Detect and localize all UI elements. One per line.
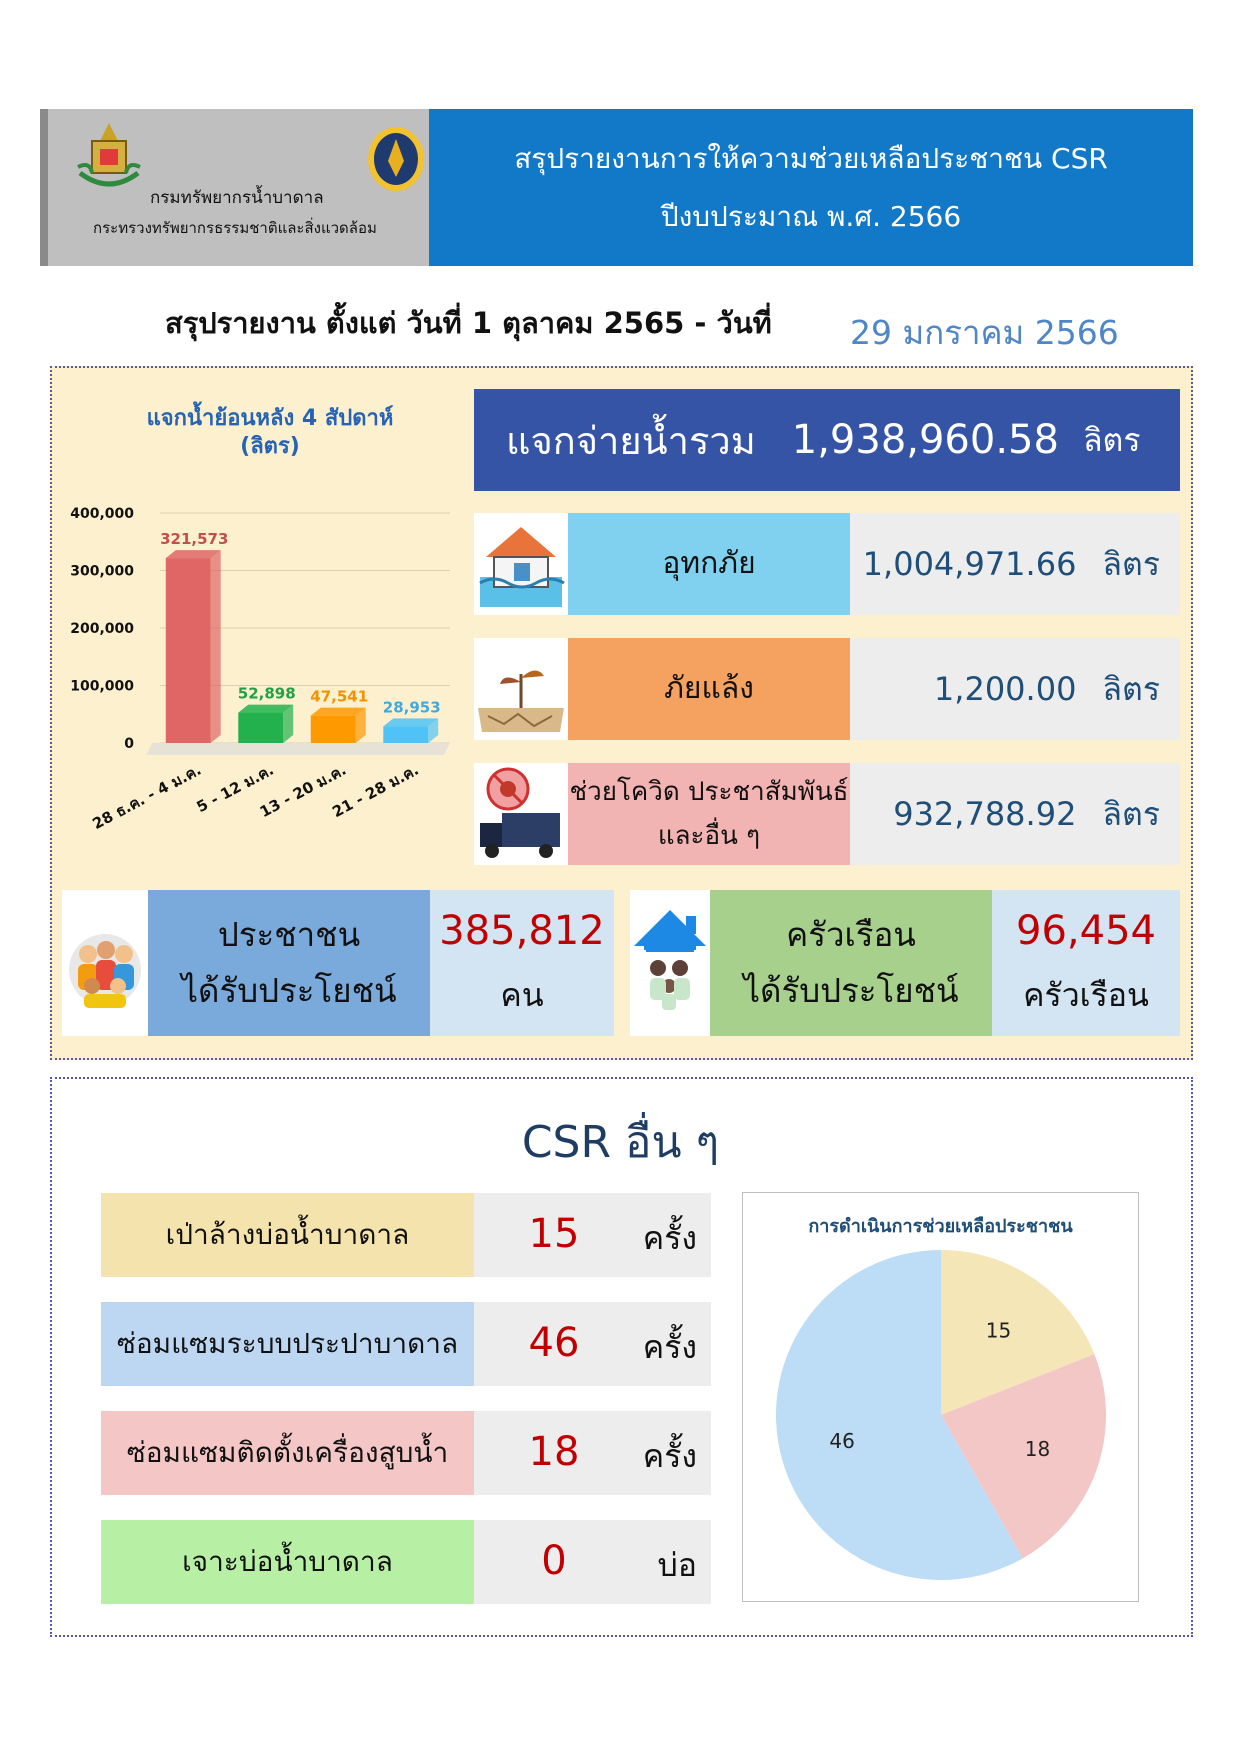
people-label-line1: ประชาชน [217, 915, 361, 954]
csr-row [101, 1193, 711, 1277]
beneficiary-people [62, 890, 614, 1036]
households-unit: ครัวเรือน [1023, 976, 1149, 1014]
covid-truck-icon [474, 763, 568, 865]
category-label: ภัยแล้ง [568, 638, 850, 740]
csr-row-unit: ครั้ง [642, 1328, 697, 1366]
x-tick-label: 5 - 12 ม.ค. [193, 760, 277, 817]
bar [166, 558, 211, 743]
csr-row [101, 1520, 711, 1604]
x-tick-label: 28 ธ.ค. - 4 ม.ค. [89, 760, 205, 834]
csr-row-unit: บ่อ [657, 1546, 697, 1584]
households-value-box [992, 890, 1180, 1036]
csr-row [101, 1411, 711, 1495]
csr-row-value-box [474, 1520, 711, 1604]
period-label: สรุปรายงาน ตั้งแต่ วันที่ 1 ตุลาคม 2565 - วันที่ [165, 306, 772, 340]
category-row-flood [474, 513, 1180, 615]
pie-slice-label: 18 [1024, 1436, 1051, 1461]
households-label-line1: ครัวเรือน [786, 915, 916, 954]
bar-value-label: 47,541 [310, 687, 369, 706]
assistance-pie-chart [743, 1233, 1140, 1603]
y-tick-label: 200,000 [70, 621, 134, 637]
category-row-drought [474, 638, 1180, 740]
category-unit: ลิตร [1102, 669, 1160, 708]
people-label-line2: ได้รับประโยชน์ [181, 971, 397, 1010]
people-value-box [430, 890, 614, 1036]
total-value: 1,938,960.58 [791, 417, 1059, 463]
y-tick-label: 400,000 [70, 506, 134, 522]
category-label-line2: และอื่น ๆ [657, 821, 761, 851]
category-unit: ลิตร [1102, 794, 1160, 833]
chart-floor [146, 743, 450, 755]
category-value: 1,004,971.66 [862, 545, 1077, 583]
ministry-name: กระทรวงทรัพยากรธรรมชาติและสิ่งแวดล้อม [93, 219, 377, 237]
csr-row-label: เจาะบ่อน้ำบาดาล [101, 1520, 474, 1604]
total-label: แจกจ่ายน้ำรวม [506, 418, 756, 463]
households-label [710, 890, 992, 1036]
y-tick-label: 0 [124, 736, 134, 752]
category-label-line1: ช่วยโควิด ประชาสัมพันธ์ [569, 777, 849, 807]
csr-row-unit: ครั้ง [642, 1437, 697, 1475]
households-label-line2: ได้รับประโยชน์ [743, 971, 959, 1010]
category-value: 1,200.00 [933, 670, 1077, 708]
bar [238, 713, 283, 743]
households-count: 96,454 [1016, 908, 1156, 954]
total-water-banner [474, 389, 1180, 491]
csr-row-value: 46 [528, 1320, 580, 1366]
category-unit: ลิตร [1102, 544, 1160, 583]
csr-other-title: CSR อื่น ๆ [521, 1117, 720, 1168]
pie-slice-label: 46 [829, 1429, 855, 1454]
category-label [568, 763, 850, 865]
y-tick-label: 300,000 [70, 563, 134, 580]
bar [383, 726, 428, 743]
category-label: อุทกภัย [568, 513, 850, 615]
department-logo-icon [74, 121, 144, 193]
weekly-water-bar-chart [70, 495, 468, 855]
category-value: 932,788.92 [893, 795, 1077, 833]
y-tick-label: 100,000 [70, 678, 134, 695]
csr-row-value: 0 [541, 1538, 567, 1584]
csr-row-label: ซ่อมแซมระบบประปาบาดาล [101, 1302, 474, 1386]
ministry-logo-icon [364, 121, 428, 193]
chart-title-line1: แจกน้ำย้อนหลัง 4 สัปดาห์ [146, 406, 394, 431]
category-value-box [850, 638, 1180, 740]
csr-row-value-box [474, 1302, 711, 1386]
pie-slice-label: 15 [985, 1318, 1012, 1343]
household-home-icon [630, 890, 710, 1036]
csr-row-label: ซ่อมแซมติดตั้งเครื่องสูบน้ำ [101, 1411, 474, 1495]
csr-row-value-box [474, 1193, 711, 1277]
csr-row-label: เป่าล้างบ่อน้ำบาดาล [101, 1193, 474, 1277]
fiscal-year: ปีงบประมาณ พ.ศ. 2566 [660, 199, 962, 233]
people-unit: คน [500, 976, 544, 1014]
beneficiary-households [630, 890, 1180, 1036]
org-name: กรมทรัพยากรน้ำบาดาล [150, 188, 324, 208]
bar-value-label: 52,898 [237, 684, 296, 703]
flood-house-icon [474, 513, 568, 615]
bar-value-label: 28,953 [382, 698, 441, 717]
people-label [148, 890, 430, 1036]
bar-value-label: 321,573 [160, 530, 229, 549]
chart-title-line2: (ลิตร) [240, 434, 300, 459]
drought-plant-icon [474, 638, 568, 740]
csr-row-value-box [474, 1411, 711, 1495]
pie-chart-title: การดำเนินการช่วยเหลือประชาชน [808, 1216, 1073, 1237]
category-value-box [850, 513, 1180, 615]
bar [311, 716, 356, 743]
csr-row-value: 15 [528, 1211, 580, 1257]
x-tick-label: 13 - 20 ม.ค. [256, 760, 350, 822]
people-count: 385,812 [439, 908, 605, 954]
category-value-box [850, 763, 1180, 865]
category-row-covid-other [474, 763, 1180, 865]
csr-row-value: 18 [528, 1429, 580, 1475]
csr-row [101, 1302, 711, 1386]
report-title-banner [429, 109, 1193, 266]
people-group-icon [62, 890, 148, 1036]
csr-row-unit: ครั้ง [642, 1219, 697, 1257]
period-end-date: 29 มกราคม 2566 [850, 313, 1119, 352]
total-unit: ลิตร [1082, 420, 1141, 459]
x-tick-label: 21 - 28 ม.ค. [329, 760, 422, 822]
chart-title [90, 405, 450, 461]
assistance-pie-chart-box [742, 1192, 1139, 1602]
report-title: สรุปรายงานการให้ความช่วยเหลือประชาชน CSR [514, 141, 1108, 175]
bar-side [211, 550, 221, 743]
